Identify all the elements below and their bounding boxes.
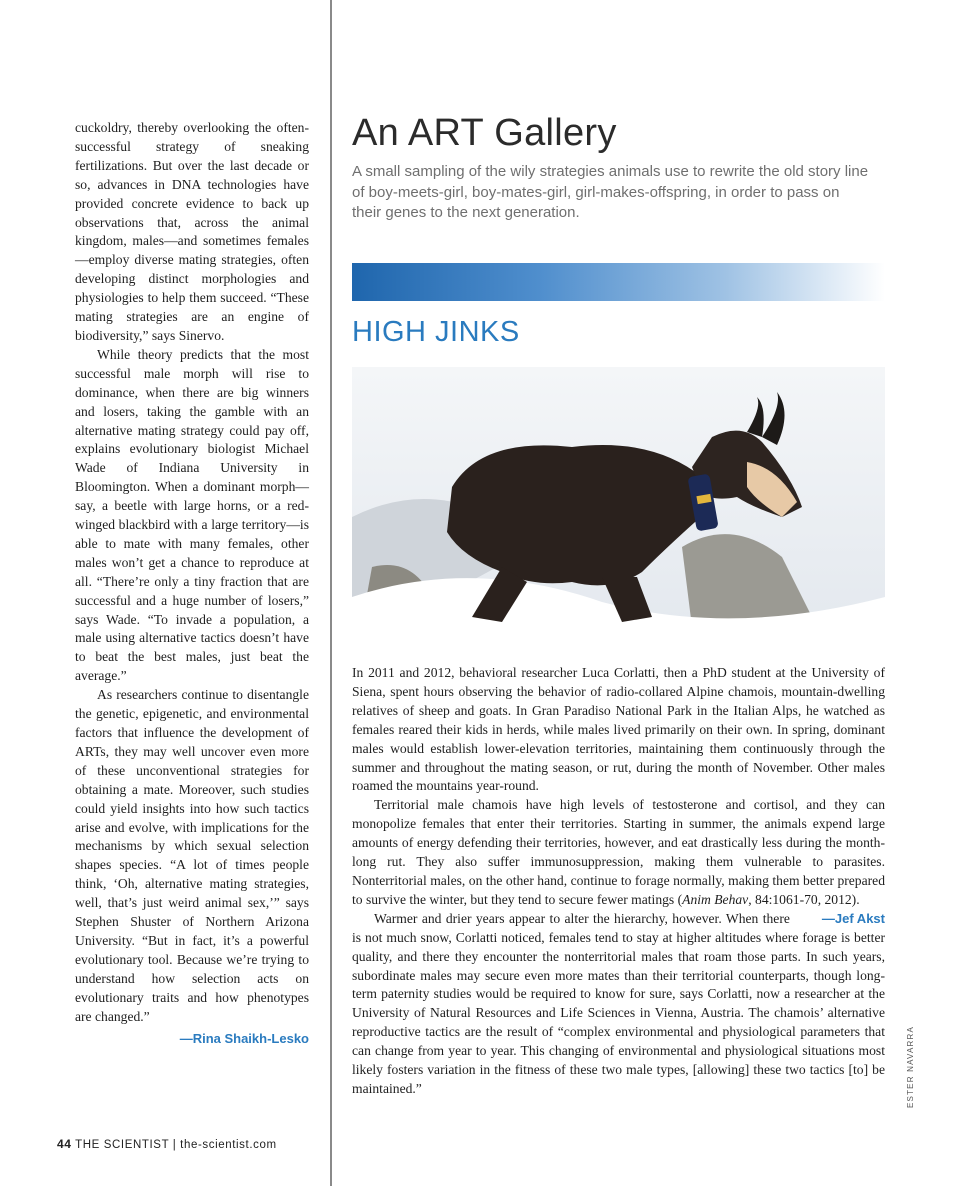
citation-rest: , 84:1061-70, 2012). [748,891,860,907]
footer-text: THE SCIENTIST | the-scientist.com [71,1139,277,1151]
left-paragraph-2: While theory predicts that the most successful male morph will rise to dominance, when there are big winners and losers, taking the gamble with an alternative mating strategy could pay off, explains evolutionary biologist Michael Wade of Indiana University in Bloomington. When a dominant morph—say, a beetle with large horns, or a red-winged blackbird with a large territory—is able to mate with many females, other males won’t get a chance to reproduce at all. “There’re only a tiny fraction that are successful and a huge number of losers,” says Wade. “To invade a population, a male using alternative tactics doesn’t have to beat the best males, just beat the average.” [75,346,309,684]
page-subtitle: A small sampling of the wily strategies animals use to rewrite the old story line of boy-meets-girl, boy-mates-girl, girl-makes-offspring, in order to pass on their genes to the next generation. [352,163,869,221]
gradient-banner [352,263,885,301]
right-paragraph-2-text: Territorial male chamois have high levels of testosterone and cortisol, and they can monopolize females that enter their territories. Starting in summer, the animals expend large amounts of energy defending their territories, however, and eat drastically less during the month-long rut. They also suffer immunosuppression, making them vulnerable to parasites. Nonterritorial males, on the other hand, continue to forage normally, making them better prepared to survive the winter, but they tend to secure fewer matings [352,797,885,907]
citation-journal: Anim Behav [682,891,749,907]
right-column [352,664,885,1099]
left-paragraph-1: cuckoldry, thereby overlooking the often-successful strategy of sneaking fertilizations. But over the last decade or so, advances in DNA technologies have provided concrete evidence to back up observations that, across the animal kingdom, males—and sometimes females—employ diverse mating strategies, often developing distinct morphologies and physiologies to help them succeed. “These mating strategies are an engine of biodiversity,” says Sinervo. [75,120,309,343]
page-number: 44 [57,1137,72,1151]
section-heading: HIGH JINKS [352,316,520,348]
citation-open: ( [674,891,683,907]
left-column [75,119,309,1048]
right-paragraph-2 [352,796,885,909]
page-footer [57,1137,277,1151]
left-byline: —Rina Shaikh-Lesko [179,1030,309,1046]
chamois-photo [352,367,885,640]
right-paragraph-3 [352,910,885,1099]
page-title: An ART Gallery [352,112,617,154]
column-divider [330,0,332,1186]
right-paragraph-1: In 2011 and 2012, behavioral researcher Luca Corlatti, then a PhD student at the University of Siena, spent hours observing the behavior of radio-collared Alpine chamois, mountain-dwelling relatives of sheep and goats. In Gran Paradiso National Park in the Italian Alps, he watched as females reared their kids in herds, while males lived primarily on their own. In spring, dominant males would establish lower-elevation territories, maintaining them continuously through the summer and throughout the mating season, or rut, during the month of November. Other males roamed the mountains year-round. [352,665,885,794]
right-paragraph-3-text: Warmer and drier years appear to alter the hierarchy, however. When there is not much snow, Corlatti noticed, females tend to stay at higher altitudes where forage is better quality, and there they encounter the nonterritorial males that roam those parts. In such years, subordinate males may secure even more mates than their territorial counterparts, though long-term paternity studies would be required to know for sure, says Corlatti, now a researcher at the University of Natural Resources and Life Sciences in Vienna, Austria. The chamois’ alternative reproductive tactics are the result of “complex environmental and physiological parameters that can change from year to year. This changing of environmental and physiological situations most likely fosters variation in the fitness of these two male types, [allowing] these two tactics [to] be maintained.” [352,910,885,1096]
right-byline: —Jef Akst [821,910,885,926]
photo-credit: ESTER NAVARRA [906,1026,915,1108]
chamois-illustration [352,367,885,640]
left-paragraph-3: As researchers continue to disentangle the genetic, epigenetic, and environmental factors that influence the development of ARTs, they may well uncover even more of these unconventional strategies for obtaining a mate. Moreover, such studies could yield insights into how such tactics arise and evolve, with implications for the mechanisms by which sexual selection shapes species. “A lot of times people think, ‘Oh, alternative mating strategies, well, that’s just weird animal sex,’” says Stephen Shuster of Northern Arizona University. “But in fact, it’s a powerful evolutionary tool. Because we’re trying to understand how selection acts on evolutionary traits and how phenotypes are changed.” [75,687,309,1024]
